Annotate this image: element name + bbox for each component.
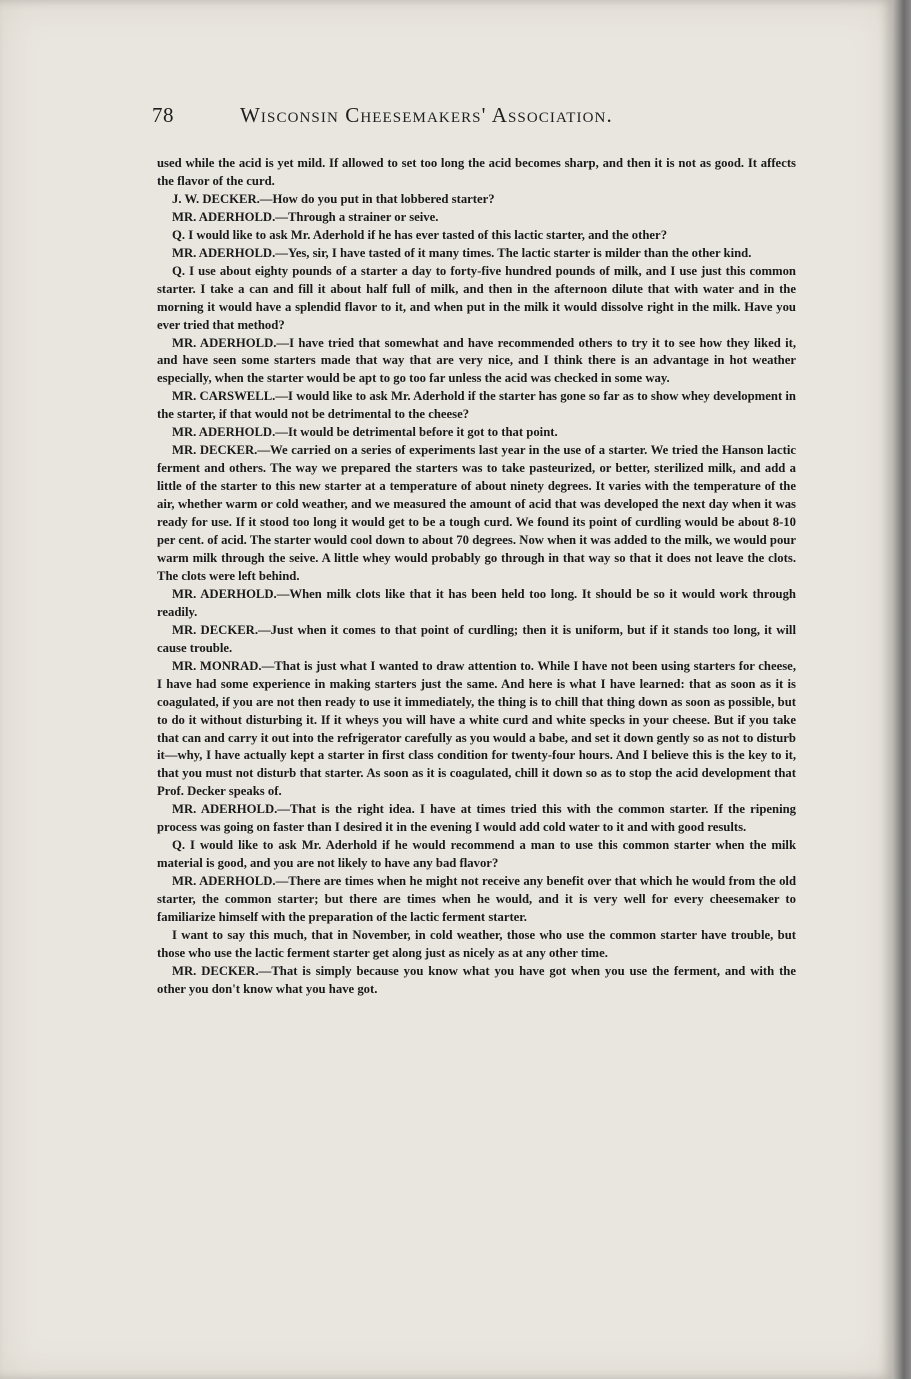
page-edge-shadow <box>893 0 911 1379</box>
body-text <box>157 155 796 999</box>
paragraph: MR. ADERHOLD.—Yes, sir, I have tasted of it many times. The lactic starter is milder than the other kind. <box>172 245 752 260</box>
paragraph: MR. DECKER.—Just when it comes to that point of curdling; then it is uniform, but if it stands too long, it will cause trouble. <box>157 622 796 655</box>
paragraph: Q. I would like to ask Mr. Aderhold if he has ever tasted of this lactic starter, and the other? <box>172 227 668 242</box>
paragraph: I want to say this much, that in November, in cold weather, those who use the common starter have trouble, but those who use the lactic ferment starter get along just as nicely as at any other time. <box>157 927 796 960</box>
paragraph: MR. ADERHOLD.—It would be detrimental before it got to that point. <box>172 425 558 440</box>
paragraph: MR. CARSWELL.—I would like to ask Mr. Aderhold if the starter has gone so far as to show whey development in the starter, if that would not be detrimental to the cheese? <box>157 389 796 422</box>
paragraph: MR. MONRAD.—That is just what I wanted to draw attention to. While I have not been using starters for cheese, I have had some experience in making starters just the same. And here is what I have learned: that as soon as it is coagulated, if you are not then ready to use it immediately, the thing is to chill that thing down as soon as possible, but to do it without disturbing it. If it wheys you will have a white curd and white specks in your cheese. But if you take that can and carry it out into the refrigerator carefully as you would a babe, and set it down gently so as not to disturb it—why, I have actually kept a starter in first class condition for twenty-four hours. And I believe this is the key to it, that you must not disturb that starter. As soon as it is coagulated, chill it down so as to stop the acid development that Prof. Decker speaks of. <box>157 658 796 799</box>
paragraph: MR. ADERHOLD.—That is the right idea. I have at times tried this with the common starter. If the ripening process was going on faster than I desired it in the evening I would add cold water to it and with good results. <box>157 802 796 835</box>
paragraph: used while the acid is yet mild. If allowed to set too long the acid becomes sharp, and then it is not as good. It affects the flavor of the curd. <box>157 156 796 188</box>
paragraph: J. W. DECKER.—How do you put in that lobbered starter? <box>172 191 495 206</box>
paragraph: MR. DECKER.—That is simply because you know what you have got when you use the ferment, and with the other you don't know what you have got. <box>157 963 796 996</box>
paragraph: MR. ADERHOLD.—I have tried that somewhat and have recommended others to try it to see how they liked it, and have seen some starters made that way that are very nice, and I think there is an advantage in hot weather especially, when the starter would be apt to go too far unless the acid was checked in some way. <box>157 335 796 386</box>
paragraph: MR. ADERHOLD.—There are times when he might not receive any benefit over that which he would from the old starter, the common starter; but there are times when he would, and it is very well for every cheesemaker to familiarize himself with the preparation of the lactic ferment starter. <box>157 874 796 925</box>
page-header <box>152 103 802 133</box>
page-number: 78 <box>152 103 174 127</box>
running-title: Wisconsin Cheesemakers' Association. <box>240 103 613 127</box>
paragraph: Q. I would like to ask Mr. Aderhold if he would recommend a man to use this common starter when the milk material is good, and you are not likely to have any bad flavor? <box>157 838 796 871</box>
paragraph: MR. DECKER.—We carried on a series of experiments last year in the use of a starter. We tried the Hanson lactic ferment and others. The way we prepared the starters was to take pasteurized, or better, sterilized milk, and add a little of the starter to this new starter at a temperature of about ninety degrees. It varies with the temperature of the air, whether warm or cold weather, and we measured the amount of acid that was developed the next day when it was ready for use. If it stood too long it would get to be a tough curd. We found its point of curdling would be about 8-10 per cent. of acid. The starter would cool down to about 70 degrees. Now when it was added to the milk, we would pour warm milk through the seive. A little whey would probably go through in that way so that it does not leave the clots. The clots were left behind. <box>157 443 796 583</box>
paragraph: MR. ADERHOLD.—Through a strainer or seive. <box>172 209 439 224</box>
paragraph: MR. ADERHOLD.—When milk clots like that it has been held too long. It should be so it would work through readily. <box>157 586 796 619</box>
paragraph: Q. I use about eighty pounds of a starter a day to forty-five hundred pounds of milk, and I use just this common starter. I take a can and fill it about half full of milk, and then in the afternoon dilute that with water and in the morning it would have a splendid flavor to it, and when put in the milk it would dissolve right in the milk. Have you ever tried that method? <box>157 263 796 332</box>
